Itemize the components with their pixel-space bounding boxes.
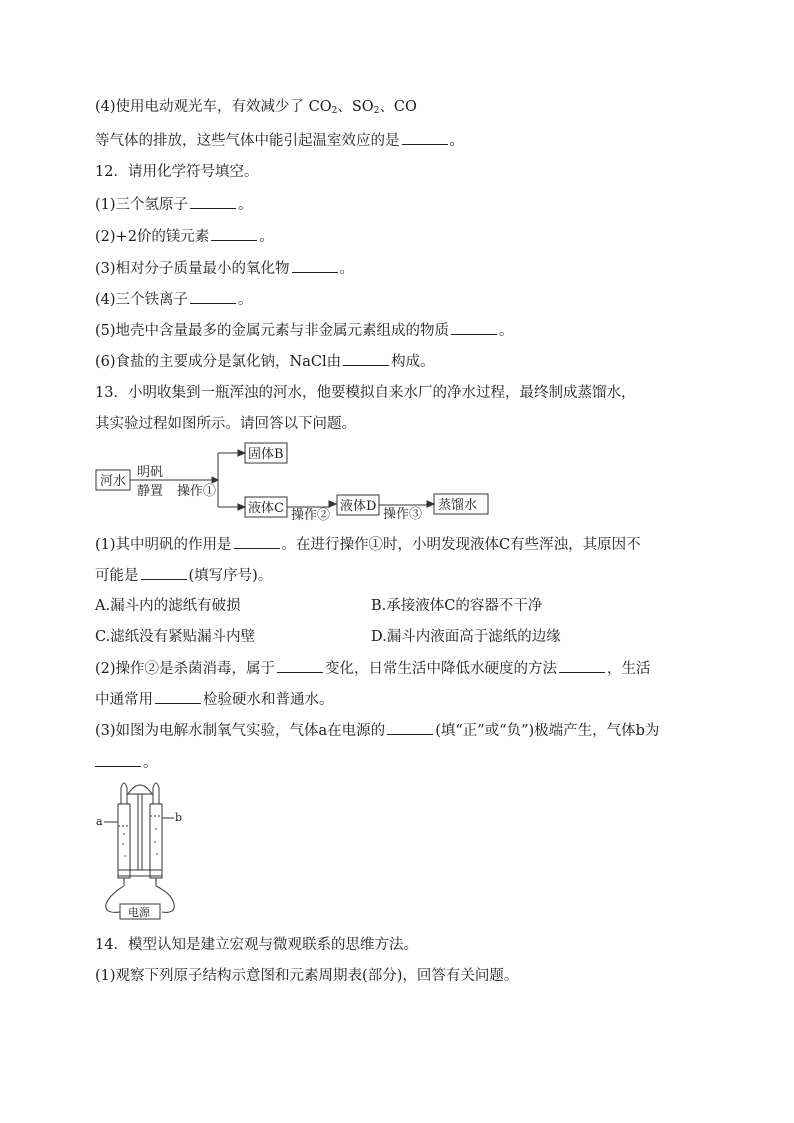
option-c: C.滤纸没有紧贴漏斗内壁 [95, 629, 256, 645]
answer-blank[interactable] [190, 289, 236, 304]
q13-1-line1: (1)其中明矾的作用是 。在进行操作①时，小明发现液体C有些浑浊，其原因不 [95, 534, 641, 555]
option-d: D.漏斗内液面高于滤纸的边缘 [371, 629, 561, 645]
q13-2-line2: 中通常用 检验硬水和普通水。 [95, 689, 334, 710]
label-gas-a: a [96, 815, 103, 828]
answer-blank[interactable] [155, 689, 201, 704]
label-operation-1: 操作① [177, 484, 217, 499]
label-power-supply: 电源 [128, 906, 150, 919]
answer-blank[interactable] [559, 658, 605, 673]
answer-blank[interactable] [387, 720, 433, 735]
answer-blank[interactable] [211, 226, 257, 241]
q12-item-3: (3)相对分子质量最小的氧化物 。 [95, 258, 354, 279]
electrolysis-apparatus-diagram [94, 774, 190, 920]
answer-blank[interactable] [343, 351, 389, 366]
q13-intro-line2: 其实验过程如图所示。请回答以下问题。 [95, 416, 356, 432]
answer-blank[interactable] [141, 565, 187, 580]
q11-4-line2: 等气体的排放，这些气体中能引起温室效应的是 。 [95, 130, 464, 151]
label-operation-3: 操作③ [383, 507, 423, 522]
water-purification-flow-diagram [94, 440, 494, 522]
q12-item-5: (5)地壳中含量最多的金属元素与非金属元素组成的物质 。 [95, 320, 514, 341]
label-distilled-water: 蒸馏水 [438, 498, 478, 513]
q13-intro-line1: 13．小明收集到一瓶浑浊的河水，他要模拟自来水厂的净水过程，最终制成蒸馏水， [95, 385, 636, 401]
option-b: B.承接液体C的容器不干净 [371, 598, 543, 614]
q13-3-line1: (3)如图为电解水制氧气实验，气体a在电源的 (填“正”或“负”)极端产生，气体b为 [95, 720, 659, 741]
right-tube [150, 804, 162, 878]
answer-blank[interactable] [234, 534, 280, 549]
option-a: A.漏斗内的滤纸有破损 [95, 598, 241, 614]
label-liquid-c: 液体C [248, 501, 284, 516]
q12-item-6: (6)食盐的主要成分是氯化钠，NaCl由 构成。 [95, 351, 435, 372]
q13-3-line2: 。 [95, 752, 158, 773]
q12-item-2: (2)+2价的镁元素 。 [95, 226, 274, 247]
label-alum: 明矾 [137, 465, 164, 480]
answer-blank[interactable] [190, 194, 236, 209]
label-solid-b: 固体B [248, 447, 284, 462]
q13-2-line1: (2)操作②是杀菌消毒，属于 变化，日常生活中降低水硬度的方法 ，生活 [95, 658, 651, 679]
q14-title: 14．模型认知是建立宏观与微观联系的思维方法。 [95, 937, 418, 953]
answer-blank[interactable] [95, 752, 141, 767]
q14-part1: (1)观察下列原子结构示意图和元素周期表(部分)，回答有关问题。 [95, 968, 519, 984]
q11-4-line1: (4)使用电动观光车，有效减少了 $CO_2$、$SO_2$、CO [95, 99, 417, 116]
answer-blank[interactable] [277, 658, 323, 673]
label-river-water: 河水 [100, 474, 127, 489]
label-settle: 静置 [137, 484, 164, 499]
q12-item-4: (4)三个铁离子 。 [95, 289, 253, 310]
middle-funnel [128, 785, 152, 794]
answer-blank[interactable] [292, 258, 338, 273]
answer-blank[interactable] [451, 320, 497, 335]
label-operation-2: 操作② [291, 508, 331, 522]
left-tube [118, 804, 130, 878]
answer-blank[interactable] [402, 130, 448, 145]
q12-title: 12．请用化学符号填空。 [95, 164, 259, 180]
label-gas-b: b [175, 811, 183, 824]
q12-item-1: (1)三个氢原子 。 [95, 194, 253, 215]
label-liquid-d: 液体D [340, 499, 377, 514]
q13-1-line2: 可能是 (填写序号)。 [95, 565, 272, 586]
